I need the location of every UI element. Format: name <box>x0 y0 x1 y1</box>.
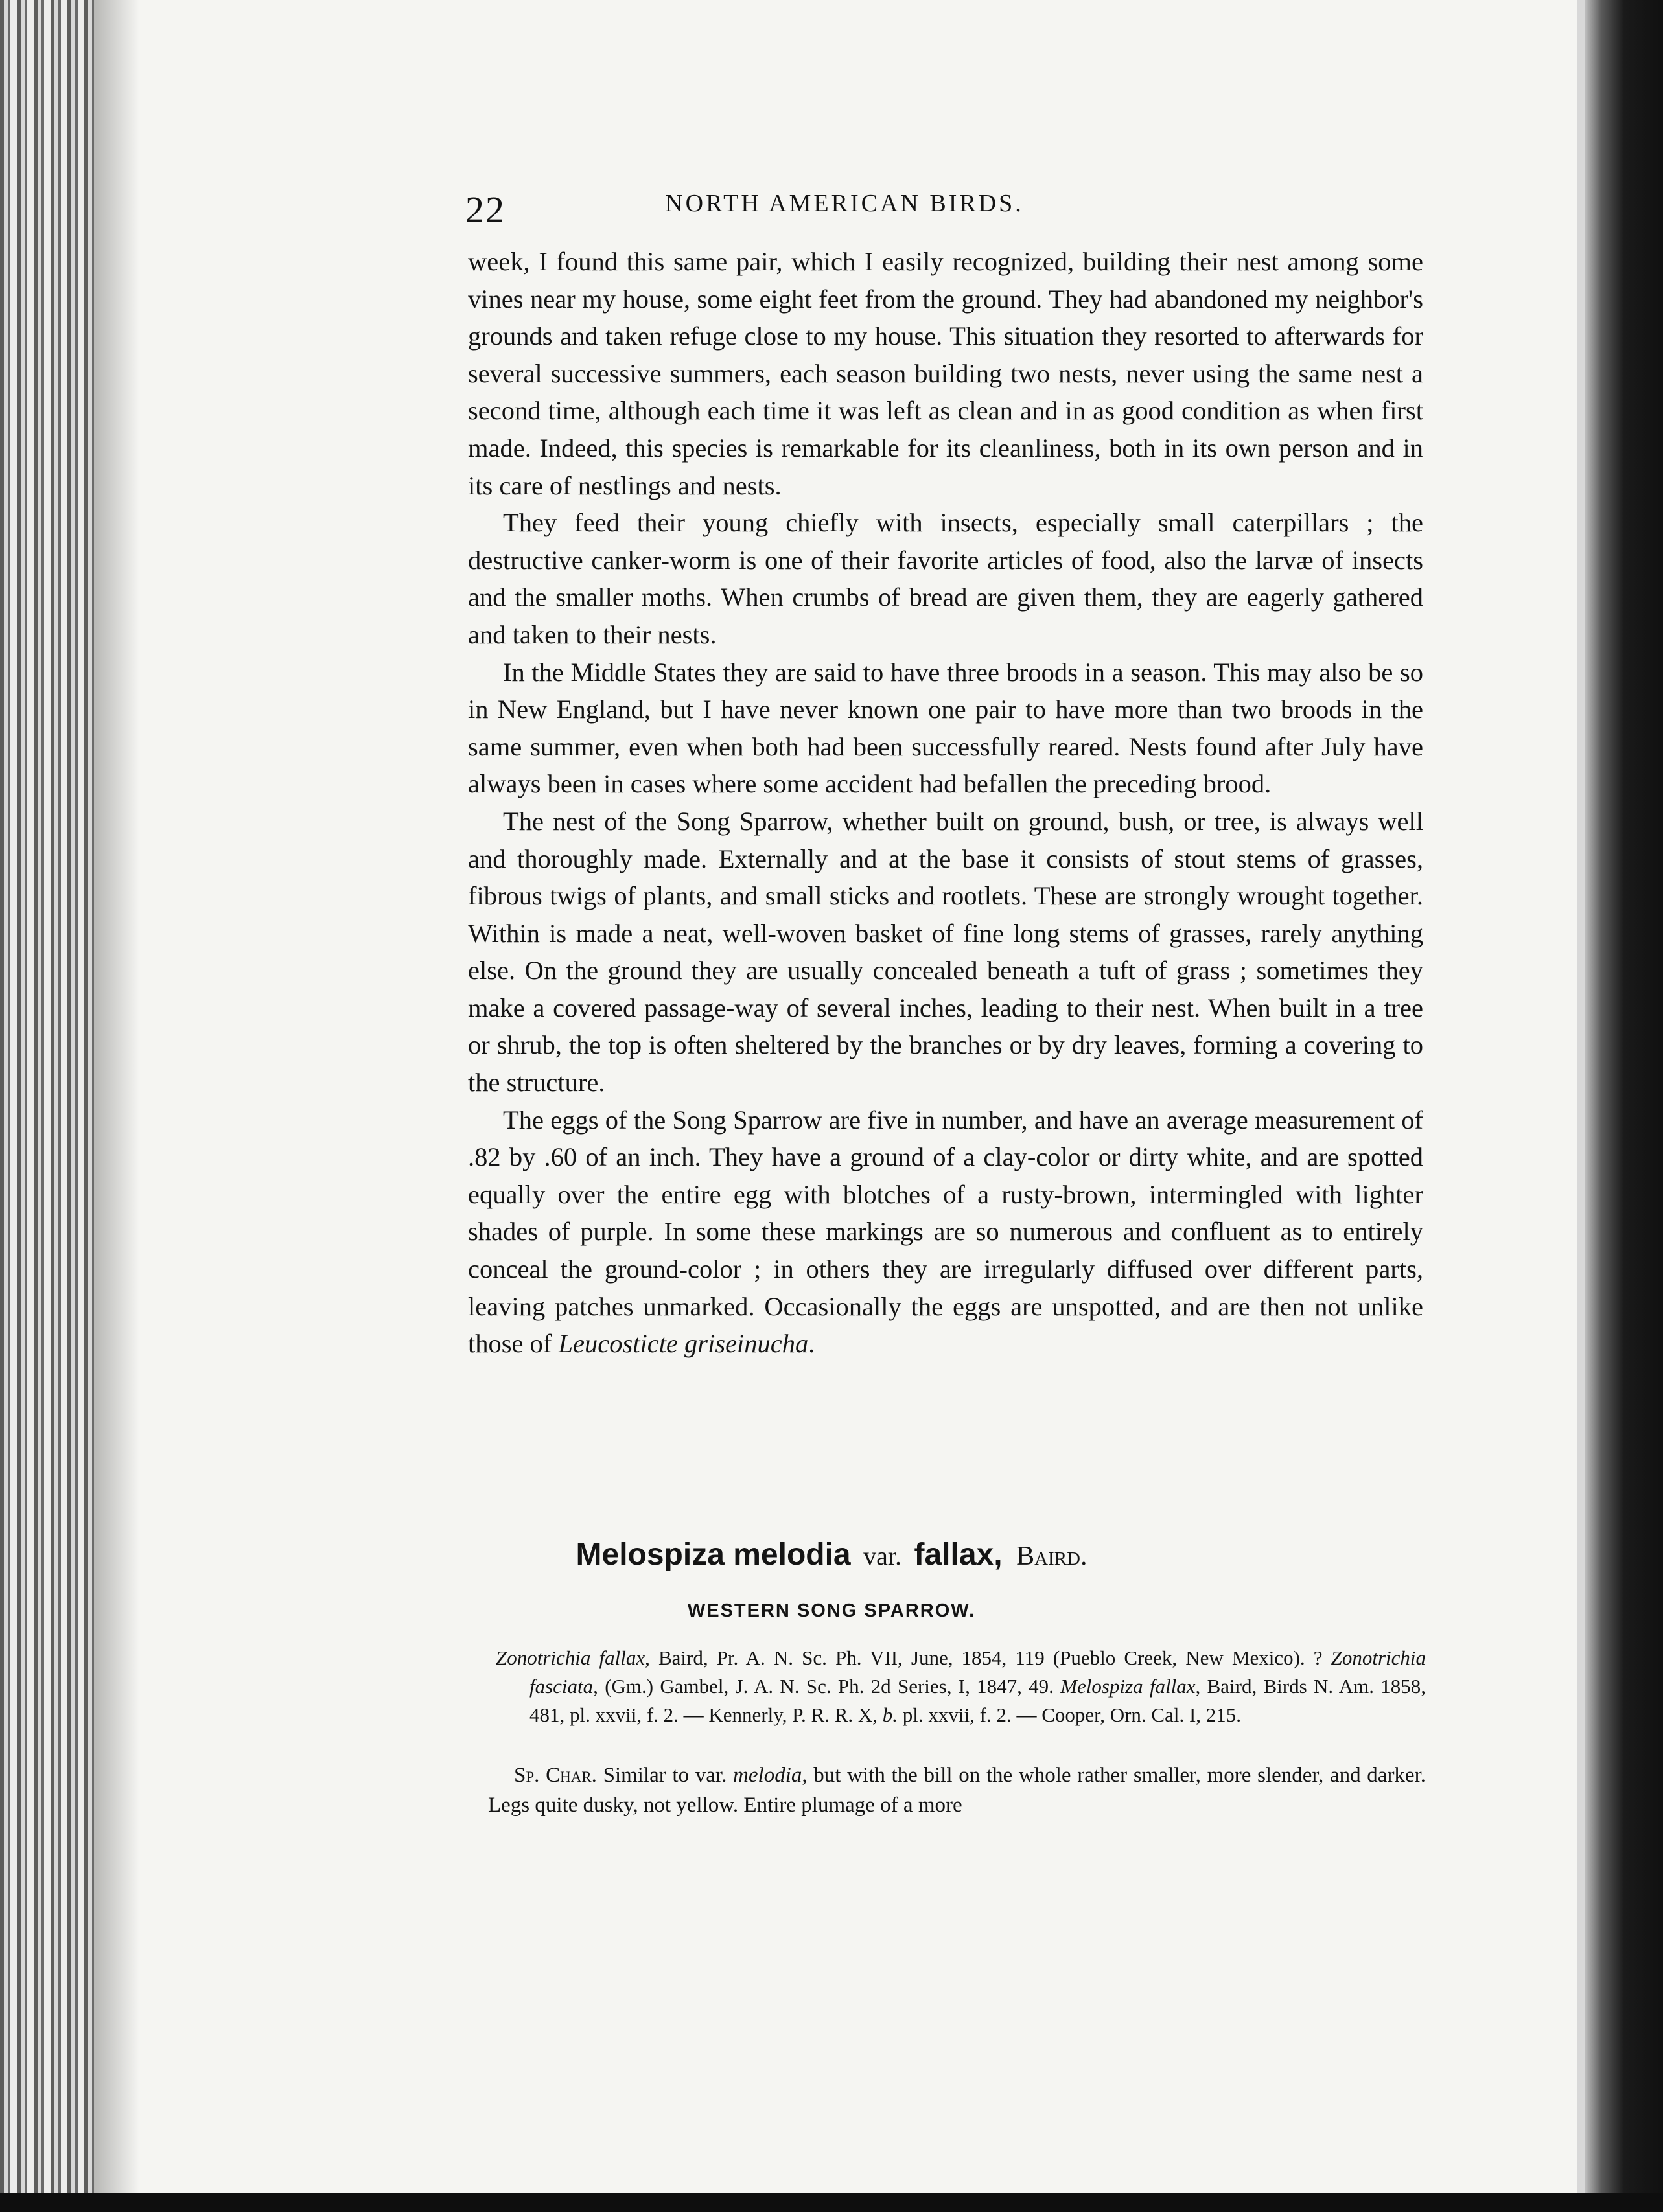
synonym-citation: , Baird, Pr. A. N. Sc. Ph. VII, June, 1854, 119 (Pueblo Creek, New Mexico). <box>645 1646 1305 1669</box>
species-heading <box>0 1537 1663 1573</box>
common-name: WESTERN SONG SPARROW. <box>687 1600 976 1621</box>
synonym-query-mark: ? <box>1313 1646 1331 1669</box>
paragraph-text: The eggs of the Song Sparrow are five in number, and have an average measurement of .82 by .60 of an inch. They have a ground of a clay-color or dirty white, and are spotted equally over the entire egg with blotches of a rusty-brown, intermingled with lighter shades of purple. In some these markings are so numerous and confluent as to entirely conceal the ground-color ; in others they are irregularly diffused over different parts, leaving patches unmarked. Occasionally the eggs are unspotted, and are then not unlike those of <box>468 1105 1423 1359</box>
body-text <box>468 243 1423 1363</box>
page-binding-edge <box>0 0 94 2212</box>
page-number: 22 <box>465 189 506 231</box>
synonym-citation: , (Gm.) Gambel, J. A. N. Sc. Ph. 2d Series, I, 1847, 49. <box>593 1675 1054 1698</box>
species-reference: Leucosticte griseinucha <box>558 1329 809 1359</box>
synonymy-block <box>496 1644 1426 1729</box>
synonym-citation: pl. xxvii, f. 2. — Cooper, Orn. Cal. I, 215. <box>898 1703 1242 1726</box>
synonymy-entry <box>496 1644 1426 1729</box>
synonym-name: Zonotrichia fasciata <box>529 1646 1426 1698</box>
synonym-name: Zonotrichia fallax <box>496 1646 645 1669</box>
species-author: Baird. <box>1016 1541 1087 1571</box>
paragraph-eggs <box>468 1101 1423 1363</box>
synonym-name: Melospiza fallax <box>1060 1675 1196 1698</box>
paragraph: In the Middle States they are said to have three broods in a season. This may also be so in New England, but I have never known one pair to have more than two broods in the same summer, even when both had been successfully reared. Nests found after July have always been in cases where some accident had befallen the preceding brood. <box>468 657 1423 799</box>
paragraph-end: . <box>808 1329 815 1359</box>
gutter-shadow <box>94 0 139 2212</box>
characters-lead: Sp. Char. <box>514 1764 597 1787</box>
paragraph: They feed their young chiefly with insects, especially small caterpillars ; the destructive canker-worm is one of their favorite articles of food, also the larvæ of insects and the smaller moths. When crumbs of bread are given them, they are eagerly gathered and taken to their nests. <box>468 508 1423 649</box>
paragraph: week, I found this same pair, which I easily recognized, building their nest among some vines near my house, some eight feet from the ground. They had abandoned my neighbor's grounds and taken refuge close to my house. This situation they resorted to afterwards for several successive summers, each season building two nests, never using the same nest a second time, although each time it was left as clean and in as good condition as when first made. Indeed, this species is remarkable for its cleanliness, both in its own person and in its care of nestlings and nests. <box>468 247 1423 500</box>
variety-reference: melodia <box>733 1764 802 1787</box>
variety-name: fallax, <box>914 1538 1003 1572</box>
synonym-citation: , Baird, Birds N. Am. 1858, 481, pl. xxvii, f. 2. — Kennerly, P. R. R. X, <box>529 1675 1426 1726</box>
characters-paragraph <box>488 1760 1426 1820</box>
running-head: NORTH AMERICAN BIRDS. <box>665 190 1024 217</box>
characters-text: Similar to var. <box>596 1764 734 1787</box>
characters-text: , but with the bill on the whole rather smaller, more slender, and darker. Legs quite dusky, not yellow. Entire plumage of a more <box>488 1764 1426 1817</box>
species-binomial: Melospiza melodia <box>576 1538 851 1572</box>
bottom-page-edge <box>0 2193 1663 2212</box>
right-page-edge <box>1585 0 1663 2212</box>
paragraph: The nest of the Song Sparrow, whether built on ground, bush, or tree, is always well and thoroughly made. Externally and at the base it consists of stout stems of grasses, fibrous twigs of plants, and small sticks and rootlets. These are strongly wrought together. Within is made a neat, well-woven basket of fine long stems of grasses, rarely anything else. On the ground they are usually concealed beneath a tuft of grass ; sometimes they make a covered passage-way of several inches, leading to their nest. When built in a tree or shrub, the top is often sheltered by the branches or by dry leaves, forming a covering to the structure. <box>468 806 1423 1098</box>
synonym-part: b. <box>882 1703 898 1726</box>
variety-label: var. <box>863 1541 901 1571</box>
specific-characters <box>488 1760 1426 1820</box>
